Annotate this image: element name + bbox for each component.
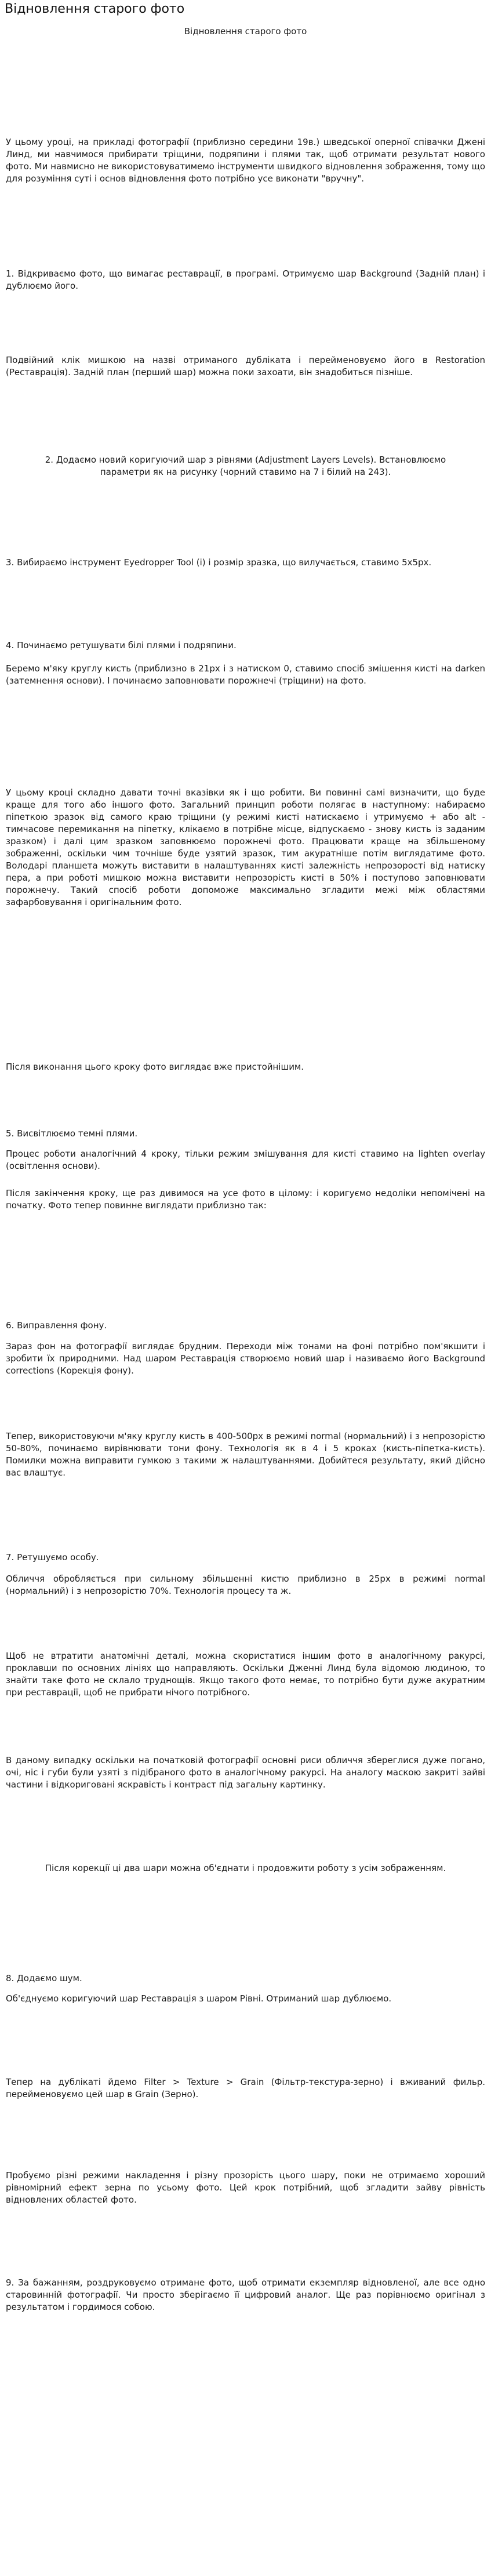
page-title: Відновлення старого фото — [5, 2, 185, 16]
step8-grain-paragraph: Тепер на дублікаті йдемо Filter > Texture > Grain (Фільтр-текстура-зерно) і вживаний фильр. перейменовуємо цей шар в Grain (Зерно). — [6, 2077, 485, 2099]
step7-anatomy-paragraph: Щоб не втратити анатомічні деталі, можна скористатися іншим фото в аналогічному ракурсі, проклавши по основних лініях що направляють. Оскільки Дженні Линд була відомою людиною, то знайти таке фото не склало труднощів. Якщо такого фото немає, то потрібно бути дуже акуратним при реставрації, щоб не прибрати нічого потрібного. — [6, 1651, 485, 1698]
step4-result-paragraph: Після виконання цього кроку фото виглядає вже пристойнішим. — [6, 1062, 304, 1072]
intro-paragraph: У цьому уроці, на прикладі фотографії (приблизно середини 19в.) шведської оперної співачки Джені Линд, ми навчимося прибирати тріщини, подряпини і плями так, щоб отримати результат нового фото. Ми навмисно не використовуватимемо інструменти швидкого відновлення зображення, тому що для розуміння суті і основ відновлення фото потрібно усе виконати "вручну". — [6, 137, 485, 184]
step7-merge-paragraph: Після корекції ці два шари можна об'єднати і продовжити роботу з усім зображенням. — [45, 1863, 446, 1873]
step9-paragraph: 9. За бажанням, роздруковуємо отримане фото, щоб отримати екземпляр відновленої, але все одно старовинній фотографії. Чи просто зберігаємо її цифровий аналог. Ще раз порівнюємо оригінал з результатом і гордимося собою. — [6, 2277, 485, 2312]
step7-paragraph: 7. Ретушуємо особу. — [6, 1552, 99, 1563]
step4-brush-paragraph: Беремо м'яку круглу кисть (приблизно в 21px і з натиском 0, ставимо спосіб змішення кисті на darken (затемнення основи). І починаємо заповнювати порожнечі (тріщини) на фото. — [6, 663, 485, 686]
step1-paragraph: 1. Відкриваємо фото, що вимагає реставрації, в програмі. Отримуємо шар Background (Задній план) і дублюємо його. — [6, 268, 485, 291]
step7-face-paragraph: Обличчя обробляється при сильному збільшенні кистю приблизно в 25px в режимі normal (нормальний) і з непрозорістю 70%. Технологія процесу та ж. — [6, 1574, 485, 1596]
step8-blend-paragraph: Пробуємо різні режими накладення і різну прозорість цього шару, поки не отримаємо хороший рівномірний ефект зерна по усьому фото. Цей крок потрібний, щоб згладити зайву рівність відновлених областей фото. — [6, 2170, 485, 2205]
step4-paragraph: 4. Починаємо ретушувати білі плями і подряпини. — [6, 640, 237, 651]
page-subtitle: Відновлення старого фото — [184, 26, 307, 37]
step6-background-paragraph: Зараз фон на фотографії виглядає брудним. Переходи між тонами на фоні потрібно пом'якшити і зробити їх природними. Над шаром Реставрація створюємо новий шар і називаємо його Background corrections (Корекція фону). — [6, 1341, 485, 1376]
step6-paragraph: 6. Виправлення фону. — [6, 1320, 107, 1331]
step1-note-paragraph: Подвійний клік мишкою на назві отриманого дубліката і перейменовуємо його в Restoration (Реставрація). Задній план (перший шар) можна поки захоати, він знадобиться пізніше. — [6, 355, 485, 377]
step8-merge-paragraph: Об'єднуємо коригуючий шар Реставрація з шаром Рівні. Отриманий шар дублюємо. — [6, 1993, 392, 2004]
step4-technique-paragraph: У цьому кроці складно давати точні вказівки як і що робити. Ви повинні самі визначити, що буде краще для того або іншого фото. Загальний принцип роботи полягає в наступному: набираємо піпеткою зразок від самого краю тріщини (у режимі кисті натискаємо і утримуємо + або alt - тимчасове перемикання на піпетку, клікаємо в потрібне місце, відпускаємо - знову кисть із заданим зразком) і далі цим зразком заповнюємо порожнечі фото. Працювати краще на збільшеному зображенні, оскільки чим точніше буде узятий зразок, тим акуратніше потім виглядатиме фото. Володарі планшета можуть виставити в налаштуваннях кисті залежність непрозорості від натиску пера, а при роботі мишкою можна виставити непрозорість кисті в 50% і поступово заповнювати порожнечу. Такий спосіб роботи допоможе максимально згладити межі між областями зафарбовування і оригінальним фото. — [6, 787, 485, 907]
step7-features-paragraph: В даному випадку оскільки на початковій фотографії основні риси обличчя збереглися дуже погано, очі, ніс і губи були узяті з підібраного фото в аналогічному ракурсі. На аналогу маскою закриті зайві частини і відкориговані яскравість і контраст під загальну картинку. — [6, 1755, 485, 1790]
step6-brush-paragraph: Тепер, використовуючи м'яку круглу кисть в 400-500px в режимі normal (нормальний) і з непрозорістю 50-80%, починаємо вирівнювати тони фону. Технологія як в 4 і 5 кроках (кисть-піпетка-кисть). Помилки можна виправити гумкою з такими ж налаштуваннями. Добийтеся результату, який дійсно вас влаштує. — [6, 1431, 485, 1478]
step2-paragraph: 2. Додаємо новий коригуючий шар з рівнями (Adjustment Layers Levels). Встановлюємо параметри як на рисунку (чорний ставимо на 7 і білий на 243). — [45, 455, 446, 477]
step5-review-paragraph: Після закінчення кроку, ще раз дивимося на усе фото в цілому: і коригуємо недоліки непомічені на початку. Фото тепер повинне виглядати приблизно так: — [6, 1188, 485, 1211]
step3-paragraph: 3. Вибираємо інструмент Eyedropper Tool (i) і розмір зразка, що вилучається, ставимо 5x5px. — [6, 557, 432, 568]
step8-paragraph: 8. Додаємо шум. — [6, 1973, 82, 1983]
step5-paragraph: 5. Висвітлюємо темні плями. — [6, 1128, 138, 1139]
step5-mode-paragraph: Процес роботи аналогічний 4 кроку, тільки режим змішування для кисті ставимо на lighten overlay (освітлення основи). — [6, 1149, 485, 1171]
